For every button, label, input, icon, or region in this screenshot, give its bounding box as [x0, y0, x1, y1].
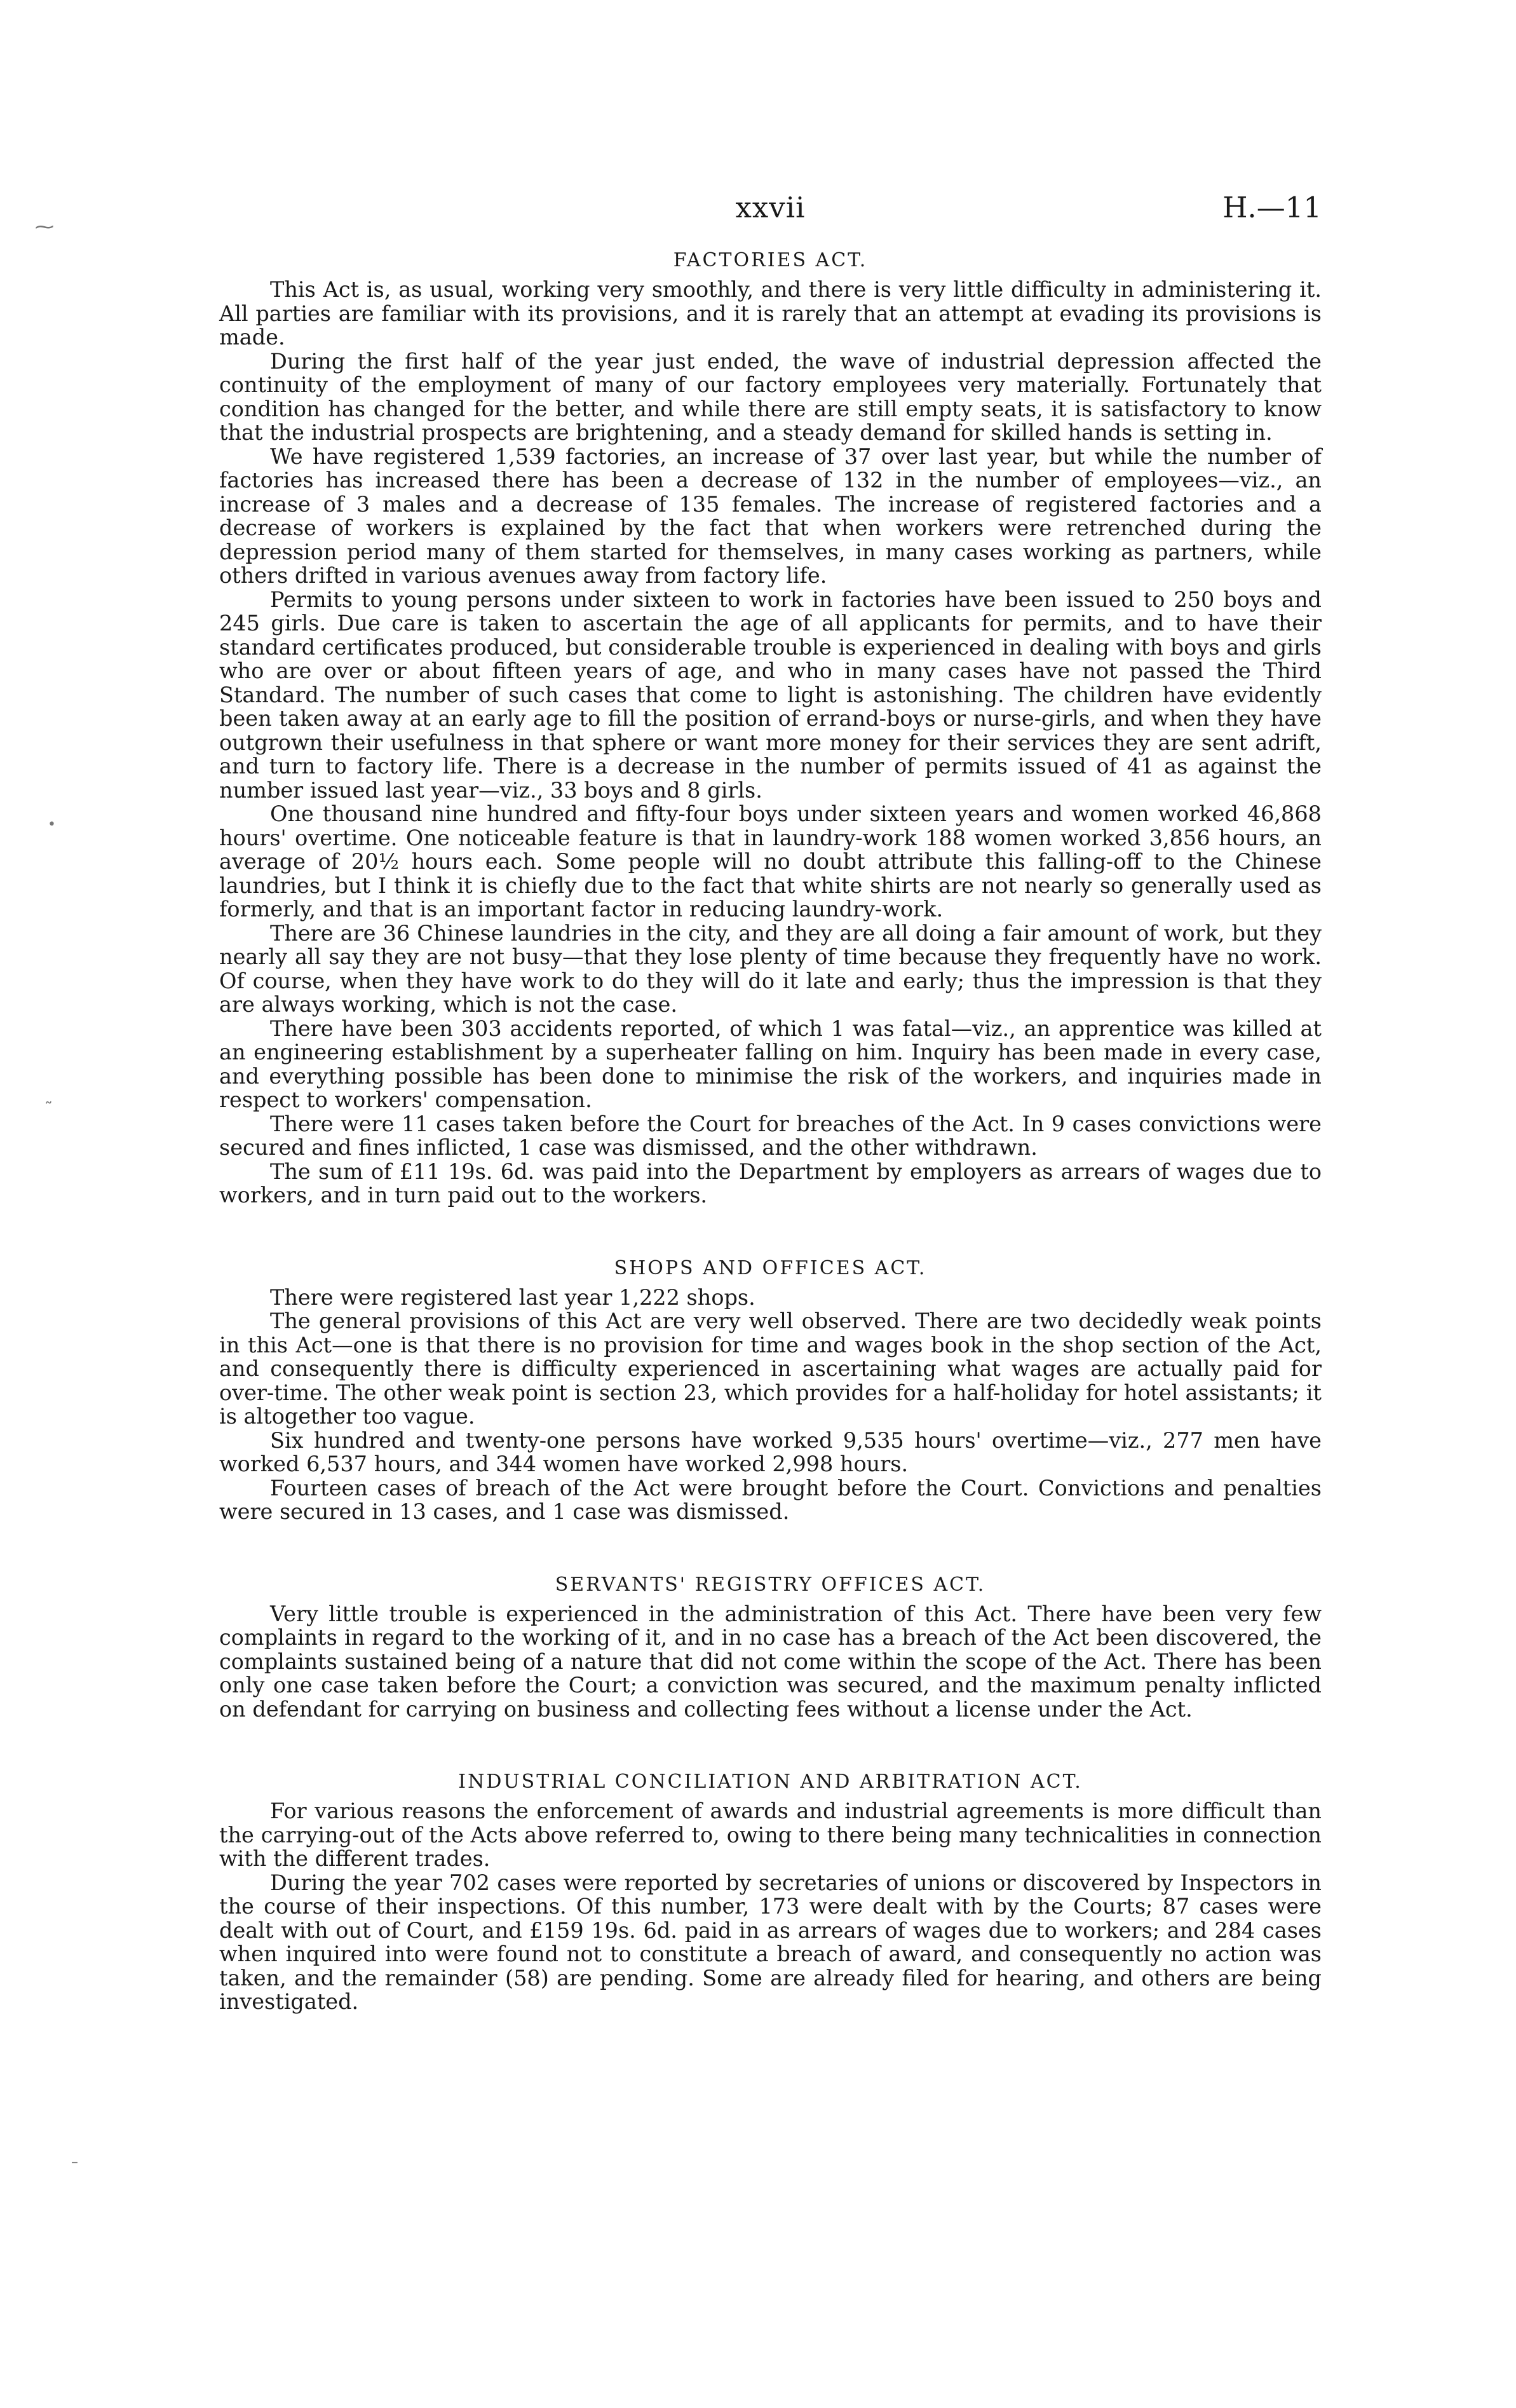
- paragraph: The sum of £11 19s. 6d. was paid into the Department by employers as arrears of wages due to workers, and in turn paid out to the workers.: [219, 1159, 1322, 1207]
- section-title: SHOPS AND OFFICES ACT.: [614, 1256, 927, 1279]
- paragraph: During the year 702 cases were reported by secretaries of unions or discovered by Inspectors in the course of their inspections. Of this number, 173 were dealt with by the Courts; 87 cases were dealt with out of Court, and £159 19s. 6d. paid in as arrears of wages due to workers; and 284 cases when inquired into were found not to constitute a breach of award, and consequently no action was taken, and the remainder (58) are pending. Some are already filed for hearing, and others are being investigated.: [219, 1870, 1322, 2014]
- paragraph: Permits to young persons under sixteen to work in factories have been issued to 250 boys and 245 girls. Due care is taken to ascertain the age of all applicants for permits, and to have their standard certificates produced, but considerable trouble is experienced in dealing with boys and girls who are over or about fifteen years of age, and who in many cases have not passed the Third Standard. The number of such cases that come to light is astonishing. The children have evidently been taken away at an early age to fill the position of errand-boys or nurse-girls, and when they have outgrown their usefulness in that sphere or want more money for their services they are sent adrift, and turn to factory life. There is a decrease in the number of permits issued of 41 as against the number issued last year—viz., 33 boys and 8 girls.: [219, 587, 1322, 803]
- paragraph: Six hundred and twenty-one persons have worked 9,535 hours' overtime—viz., 277 men have worked 6,537 hours, and 344 women have worked 2,998 hours.: [219, 1427, 1322, 1476]
- document-page: [219, 191, 1322, 2014]
- section-shops-and-offices-act: [219, 1257, 1322, 1524]
- paragraph: We have registered 1,539 factories, an increase of 37 over last year, but while the number of factories has increased there has been a decrease of 132 in the number of employees—viz., an increase of 3 males and a decrease of 135 females. The increase of registered factories and a decrease of workers is explained by the fact that when workers were retrenched during the depression period many of them started for themselves, in many cases working as partners, while others drifted in various avenues away from factory life.: [219, 444, 1322, 588]
- paragraph: Fourteen cases of breach of the Act were brought before the Court. Convictions and penalties were secured in 13 cases, and 1 case was dismissed.: [219, 1475, 1322, 1524]
- paragraph: There were registered last year 1,222 shops.: [270, 1284, 755, 1310]
- section-title: SERVANTS' REGISTRY OFFICES ACT.: [555, 1573, 986, 1596]
- paragraph: There have been 303 accidents reported, of which 1 was fatal—viz., an apprentice was killed at an engineering establishment by a superheater falling on him. Inquiry has been made in every case, and everything possible has been done to minimise the risk of the workers, and inquiries made in respect to workers' compensation.: [219, 1016, 1322, 1112]
- document-code: H.—11: [1222, 191, 1322, 224]
- section-industrial-conciliation-act: [219, 1771, 1322, 2014]
- scan-mark: ⁓: [35, 216, 54, 238]
- paragraph: During the first half of the year just ended, the wave of industrial depression affected the continuity of the employment of many of our factory employees very materially. Fortunately that condition has changed for the better, and while there are still empty seats, it is satisfactory to know that the industrial prospects are brightening, and a steady demand for skilled hands is setting in.: [219, 348, 1322, 445]
- page-header: [219, 191, 1322, 241]
- paragraph: One thousand nine hundred and fifty-four boys under sixteen years and women worked 46,868 hours' overtime. One noticeable feature is that in laundry-work 188 women worked 3,856 hours, an average of 20½ hours each. Some people will no doubt attribute this falling-off to the Chinese laundries, but I think it is chiefly due to the fact that white shirts are not nearly so generally used as formerly, and that is an important factor in reducing laundry-work.: [219, 801, 1322, 922]
- paragraph: There were 11 cases taken before the Court for breaches of the Act. In 9 cases convictions were secured and fines inflicted, 1 case was dismissed, and the other withdrawn.: [219, 1111, 1322, 1160]
- scan-mark: •: [48, 817, 56, 833]
- paragraph: For various reasons the enforcement of awards and industrial agreements is more difficult than the carrying-out of the Acts above referred to, owing to there being many technicalities in connection with the different trades.: [219, 1799, 1322, 1871]
- section-factories-act: [219, 249, 1322, 1207]
- section-title: FACTORIES ACT.: [673, 249, 868, 271]
- paragraph: The general provisions of this Act are very well observed. There are two decidedly weak points in this Act—one is that there is no provision for time and wages book in the shop section of the Act, and consequently there is difficulty experienced in ascertaining what wages are actually paid for over-time. The other weak point is section 23, which provides for a half-holiday for hotel assistants; it is altogether too vague.: [219, 1309, 1322, 1429]
- scan-mark: –: [71, 2154, 78, 2170]
- paragraph: There are 36 Chinese laundries in the city, and they are all doing a fair amount of work, but they nearly all say they are not busy—that they lose plenty of time because they frequently have no work. Of course, when they have work to do they will do it late and early; thus the impression is that they are always working, which is not the case.: [219, 920, 1322, 1017]
- paragraph: Very little trouble is experienced in the administration of this Act. There have been very few complaints in regard to the working of it, and in no case has a breach of the Act been discovered, the complaints sustained being of a nature that did not come within the scope of the Act. There has been only one case taken before the Court; a conviction was secured, and the maximum penalty inflicted on defendant for carrying on business and collecting fees without a license under the Act.: [219, 1601, 1322, 1722]
- section-servants-registry-offices-act: [219, 1574, 1322, 1722]
- paragraph: This Act is, as usual, working very smoothly, and there is very little difficulty in administering it. All parties are familiar with its provisions, and it is rarely that an attempt at evading its provisions is made.: [219, 277, 1322, 350]
- scan-mark: ˜: [44, 1099, 53, 1119]
- page-number: xxvii: [735, 191, 806, 224]
- section-title: INDUSTRIAL CONCILIATION AND ARBITRATION ACT.: [458, 1771, 1083, 1793]
